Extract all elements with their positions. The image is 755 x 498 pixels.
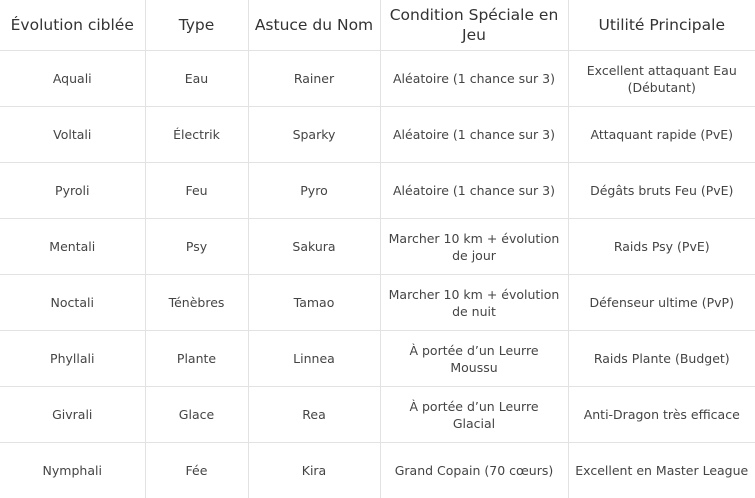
cell-evolution: Givrali <box>0 387 145 443</box>
table-body <box>0 51 755 498</box>
cell-evolution: Noctali <box>0 275 145 331</box>
cell-condition: Marcher 10 km + évolution de jour <box>380 219 568 275</box>
cell-evolution: Nymphali <box>0 443 145 498</box>
cell-type: Feu <box>145 163 248 219</box>
cell-evolution: Aquali <box>0 51 145 107</box>
table-row <box>0 163 755 219</box>
header-condition: Condition Spéciale en Jeu <box>380 0 568 51</box>
cell-condition: À portée d’un Leurre Glacial <box>380 387 568 443</box>
cell-type: Eau <box>145 51 248 107</box>
cell-type: Électrik <box>145 107 248 163</box>
cell-name-trick: Sparky <box>248 107 380 163</box>
cell-name-trick: Sakura <box>248 219 380 275</box>
table-row <box>0 107 755 163</box>
cell-type: Glace <box>145 387 248 443</box>
header-evolution: Évolution ciblée <box>0 0 145 51</box>
table-header-row <box>0 0 755 51</box>
cell-condition: Aléatoire (1 chance sur 3) <box>380 51 568 107</box>
cell-name-trick: Tamao <box>248 275 380 331</box>
header-name-trick: Astuce du Nom <box>248 0 380 51</box>
cell-utility: Dégâts bruts Feu (PvE) <box>568 163 755 219</box>
cell-type: Plante <box>145 331 248 387</box>
cell-name-trick: Rainer <box>248 51 380 107</box>
cell-utility: Défenseur ultime (PvP) <box>568 275 755 331</box>
cell-evolution: Voltali <box>0 107 145 163</box>
table-row <box>0 275 755 331</box>
cell-utility: Excellent en Master League <box>568 443 755 498</box>
table-row <box>0 443 755 498</box>
cell-condition: À portée d’un Leurre Moussu <box>380 331 568 387</box>
cell-utility: Raids Psy (PvE) <box>568 219 755 275</box>
cell-evolution: Phyllali <box>0 331 145 387</box>
cell-utility: Excellent attaquant Eau (Débutant) <box>568 51 755 107</box>
cell-name-trick: Pyro <box>248 163 380 219</box>
cell-condition: Aléatoire (1 chance sur 3) <box>380 163 568 219</box>
cell-type: Psy <box>145 219 248 275</box>
table-row <box>0 51 755 107</box>
cell-name-trick: Rea <box>248 387 380 443</box>
cell-name-trick: Linnea <box>248 331 380 387</box>
cell-type: Fée <box>145 443 248 498</box>
cell-condition: Marcher 10 km + évolution de nuit <box>380 275 568 331</box>
header-utility: Utilité Principale <box>568 0 755 51</box>
cell-condition: Aléatoire (1 chance sur 3) <box>380 107 568 163</box>
cell-utility: Attaquant rapide (PvE) <box>568 107 755 163</box>
table-row <box>0 387 755 443</box>
table-row <box>0 219 755 275</box>
header-type: Type <box>145 0 248 51</box>
cell-evolution: Mentali <box>0 219 145 275</box>
cell-utility: Raids Plante (Budget) <box>568 331 755 387</box>
cell-type: Ténèbres <box>145 275 248 331</box>
cell-name-trick: Kira <box>248 443 380 498</box>
table-row <box>0 331 755 387</box>
cell-condition: Grand Copain (70 cœurs) <box>380 443 568 498</box>
cell-evolution: Pyroli <box>0 163 145 219</box>
cell-utility: Anti-Dragon très efficace <box>568 387 755 443</box>
